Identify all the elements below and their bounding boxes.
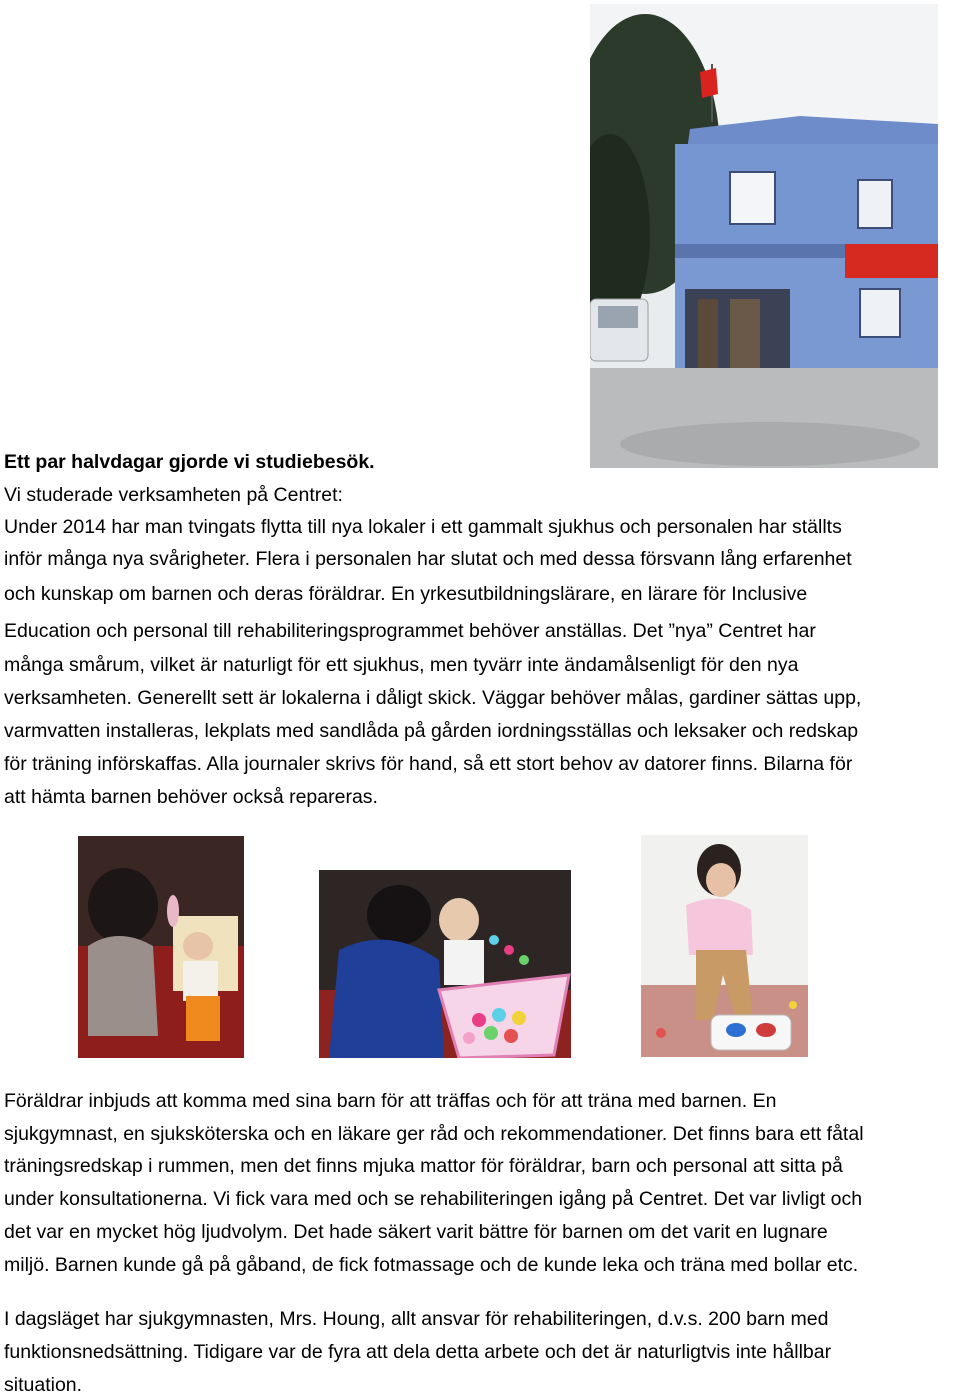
building-photo bbox=[590, 4, 938, 468]
text-line: många smårum, vilket är naturligt för ett sjukhus, men tyvärr inte ändamålsenligt för den nya bbox=[4, 654, 799, 676]
text-line: verksamheten. Generellt sett är lokalerna i dåligt skick. Väggar behöver målas, gardiner sättas upp, bbox=[4, 687, 862, 709]
text-line: I dagsläget har sjukgymnasten, Mrs. Houng, allt ansvar för rehabiliteringen, d.v.s. 200 barn med bbox=[4, 1308, 829, 1330]
text-line: och kunskap om barnen och deras föräldrar. En yrkesutbildningslärare, en lärare för Inclusive bbox=[4, 583, 808, 605]
text-line: situation. bbox=[4, 1374, 83, 1396]
text-line: att hämta barnen behöver också repareras. bbox=[4, 786, 378, 808]
text-line: funktionsnedsättning. Tidigare var de fyra att dela detta arbete och det är naturligtvis inte hållbar bbox=[4, 1341, 832, 1363]
heading-studiebesok: Ett par halvdagar gjorde vi studiebesök. bbox=[4, 451, 375, 473]
text-line: för träning införskaffas. Alla journaler skrivs för hand, så ett stort behov av datorer finns. Bilarna för bbox=[4, 753, 853, 775]
text-line: varmvatten installeras, lekplats med sandlåda på gården iordningsställas och leksaker och redskap bbox=[4, 720, 859, 742]
text-line: inför många nya svårigheter. Flera i personalen har slutat och med dessa försvann lång erfarenhet bbox=[4, 548, 852, 570]
text-line: Föräldrar inbjuds att komma med sina barn för att träffas och för att träna med barnen. En bbox=[4, 1090, 777, 1112]
text-line: under konsultationerna. Vi fick vara med och se rehabiliteringen igång på Centret. Det var livligt och bbox=[4, 1188, 863, 1210]
photo-mother-child bbox=[78, 836, 244, 1058]
photo-ball-basket bbox=[319, 870, 571, 1058]
text-line: det var en mycket hög ljudvolym. Det hade säkert varit bättre för barnen om det varit en lugnare bbox=[4, 1221, 828, 1243]
text-line: Vi studerade verksamheten på Centret: bbox=[4, 484, 343, 506]
text-line: Education och personal till rehabiliteringsprogrammet behöver anställas. Det ”nya” Centret har bbox=[4, 620, 816, 642]
text-line: sjukgymnast, en sjuksköterska och en läkare ger råd och rekommendationer. Det finns bara ett fåtal bbox=[4, 1123, 864, 1145]
photo-girl-foot-massage bbox=[641, 835, 808, 1057]
text-line: miljö. Barnen kunde gå på gåband, de fick fotmassage och de kunde leka och träna med bollar etc. bbox=[4, 1254, 859, 1276]
text-line: träningsredskap i rummen, men det finns mjuka mattor för föräldrar, barn och personal att sitta på bbox=[4, 1155, 843, 1177]
text-line: Under 2014 har man tvingats flytta till nya lokaler i ett gammalt sjukhus och personalen har ställts bbox=[4, 516, 842, 538]
